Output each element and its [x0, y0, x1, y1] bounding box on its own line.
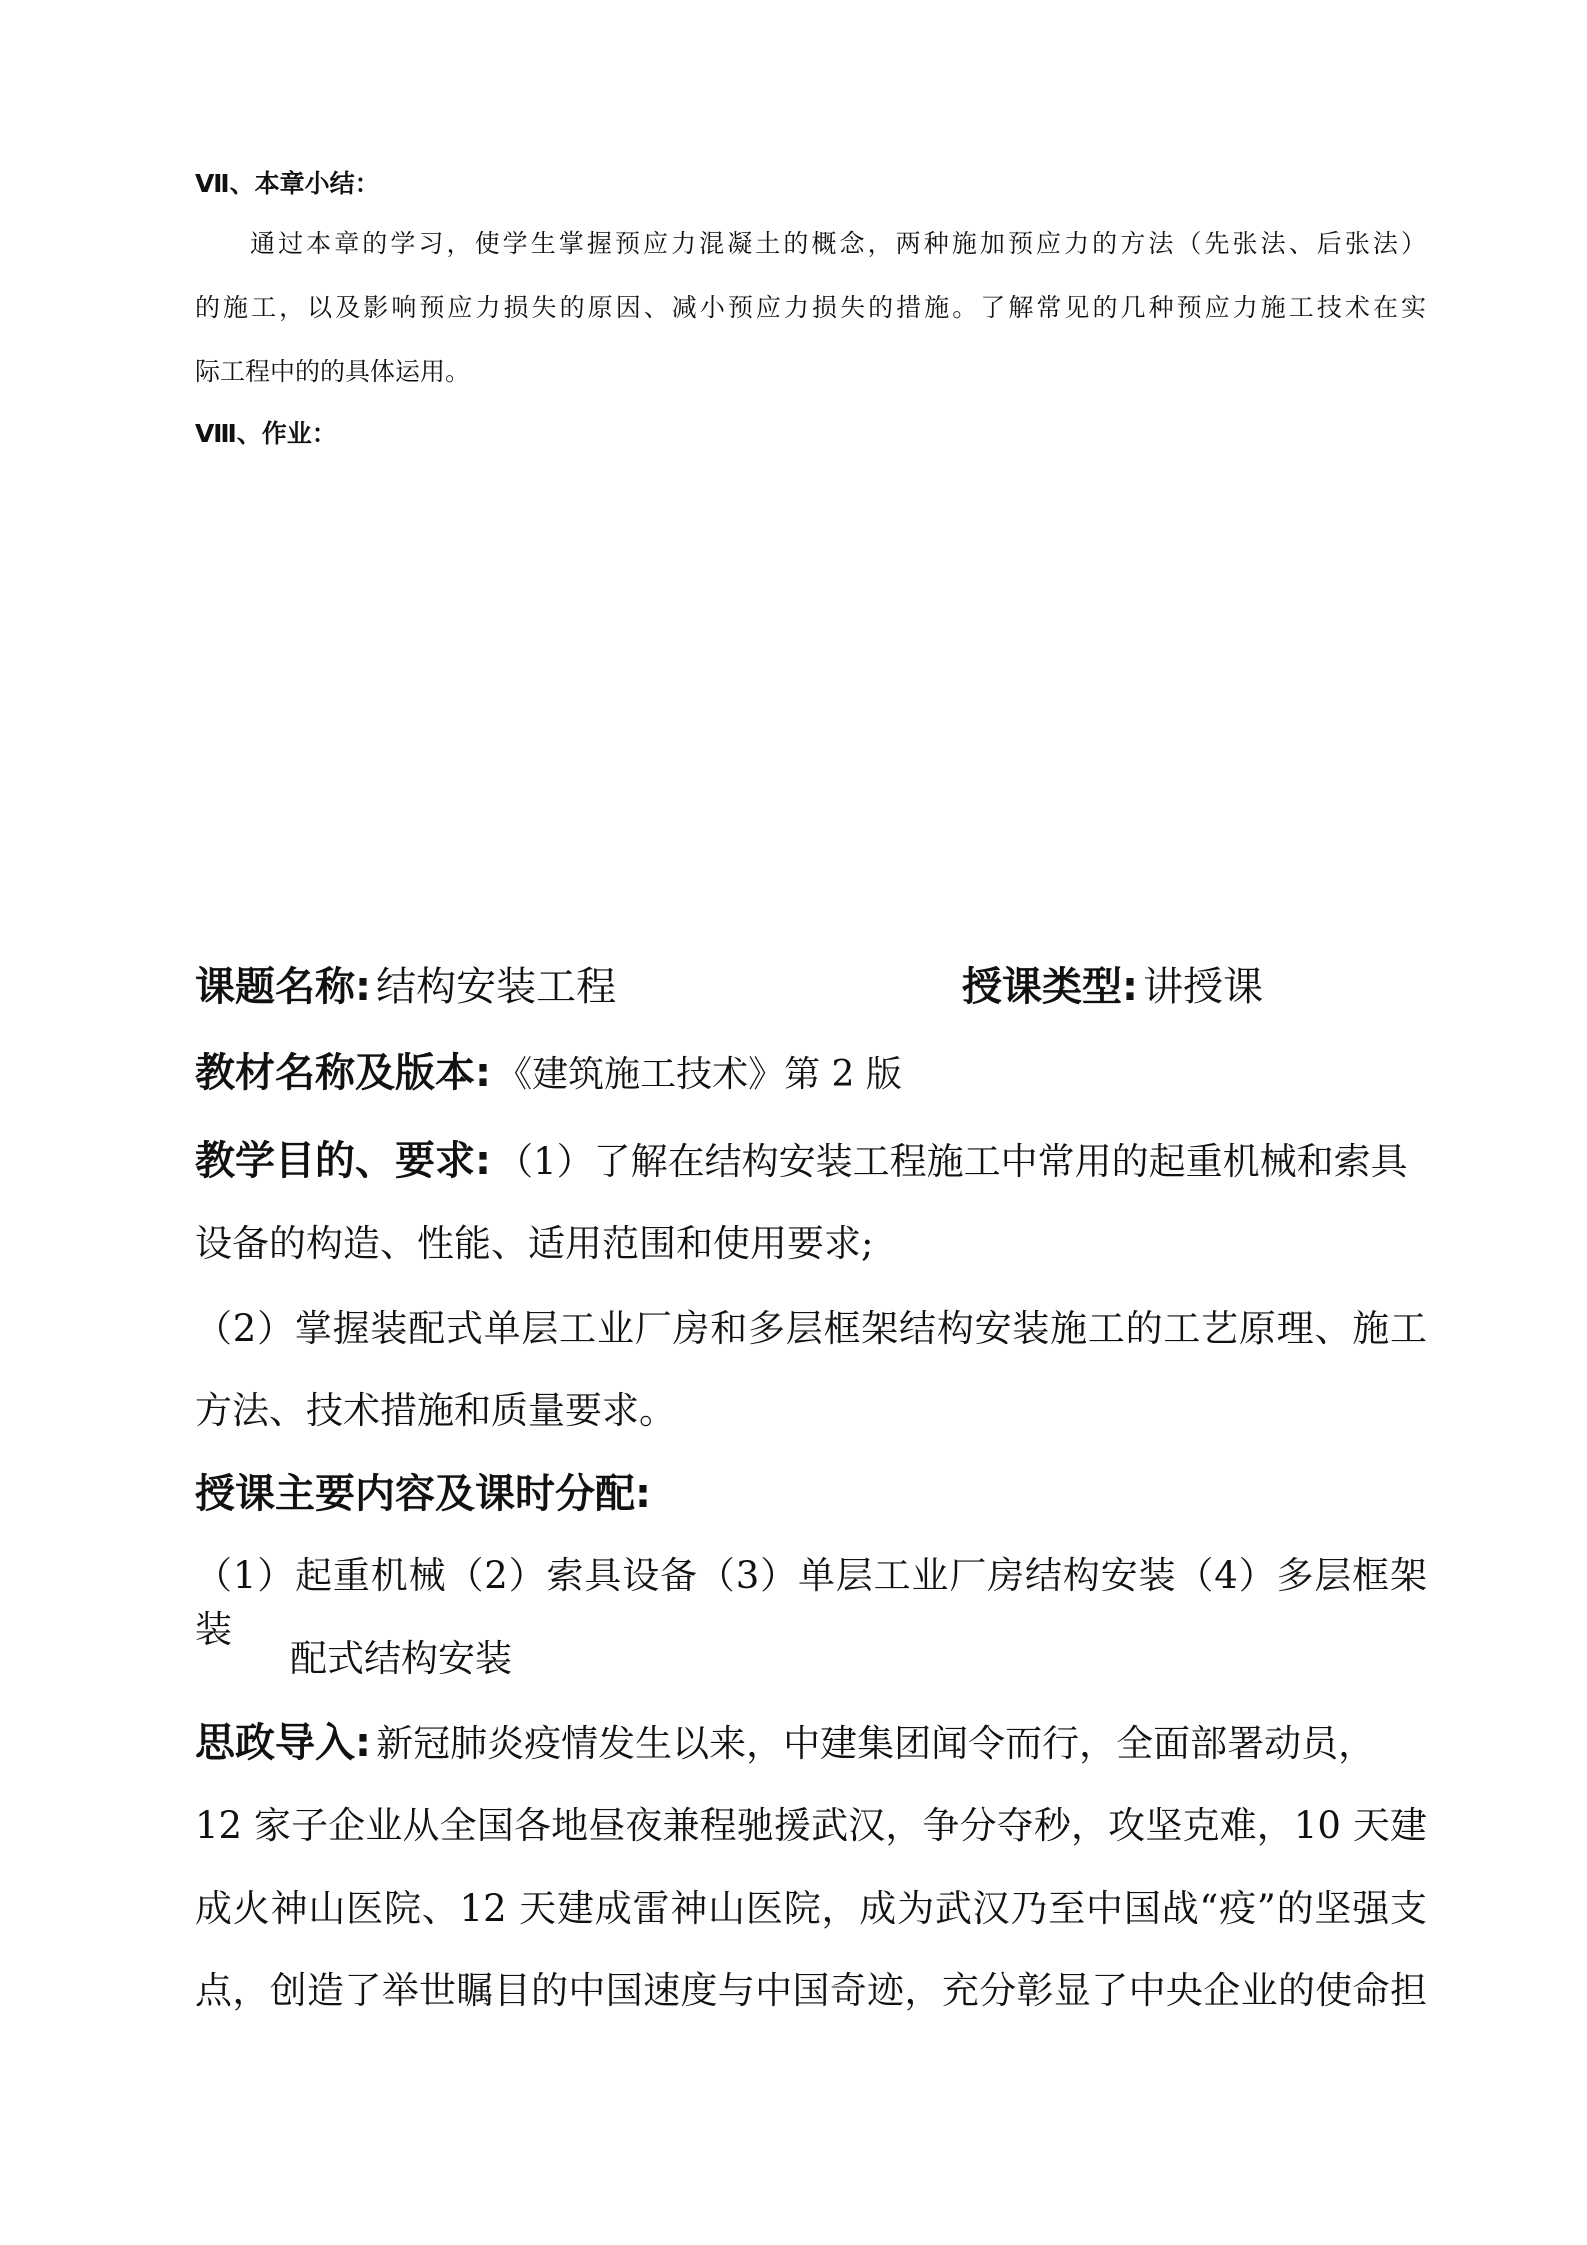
intro-line-1: 新冠肺炎疫情发生以来，中建集团闻令而行，全面部署动员，	[376, 1722, 1376, 1765]
goals-line-4: 方法、技术措施和质量要求。	[195, 1389, 676, 1432]
content-heading: 授课主要内容及课时分配:	[195, 1471, 651, 1517]
section7-heading: Ⅶ、本章小结：	[195, 169, 380, 198]
intro-line-4: 点，创造了举世瞩目的中国速度与中国奇迹，充分彰显了中央企业的使命担	[195, 1969, 1427, 2012]
content-line-1: （1）起重机械（2）索具设备（3）单层工业厂房结构安装（4）多层框架装	[195, 1554, 1427, 1651]
section7-paragraph-line-3: 际工程中的的具体运用。	[195, 357, 471, 386]
section8-heading: Ⅷ、作业：	[195, 419, 337, 448]
course-type-row	[962, 955, 1263, 1012]
course-title-row	[195, 955, 616, 1012]
intro-line-2: 12 家子企业从全国各地昼夜兼程驰援武汉，争分夺秒，攻坚克难，10 天建	[195, 1804, 1427, 1847]
course-type-label: 授课类型:	[962, 964, 1138, 1010]
goals-line-1: （1）了解在结构安装工程施工中常用的起重机械和索具	[496, 1140, 1408, 1183]
goals-label: 教学目的、要求:	[195, 1138, 491, 1184]
section7-paragraph-line-1: 通过本章的学习，使学生掌握预应力混凝土的概念，两种施加预应力的方法（先张法、后张法）	[250, 229, 1426, 258]
section7-paragraph-line-2: 的施工，以及影响预应力损失的原因、减小预应力损失的措施。了解常见的几种预应力施工技术在实	[195, 293, 1426, 322]
textbook-row	[195, 1041, 902, 1098]
intro-line-3: 成火神山医院、12 天建成雷神山医院，成为武汉乃至中国战“疫”的坚强支	[195, 1887, 1427, 1930]
course-title-label: 课题名称:	[195, 964, 371, 1010]
content-line-2: 配式结构安装	[290, 1637, 512, 1680]
textbook-value: 《建筑施工技术》第 2 版	[496, 1054, 902, 1095]
intro-label: 思政导入:	[195, 1720, 371, 1766]
course-title-value: 结构安装工程	[376, 964, 617, 1010]
course-type-value: 讲授课	[1143, 964, 1264, 1010]
goals-line-3: （2）掌握装配式单层工业厂房和多层框架结构安装施工的工艺原理、施工	[195, 1307, 1427, 1350]
goals-line-2: 设备的构造、性能、适用范围和使用要求;	[195, 1222, 874, 1265]
textbook-label: 教材名称及版本:	[195, 1050, 491, 1096]
intro-row	[195, 1711, 1375, 1768]
goals-row	[195, 1129, 1408, 1186]
